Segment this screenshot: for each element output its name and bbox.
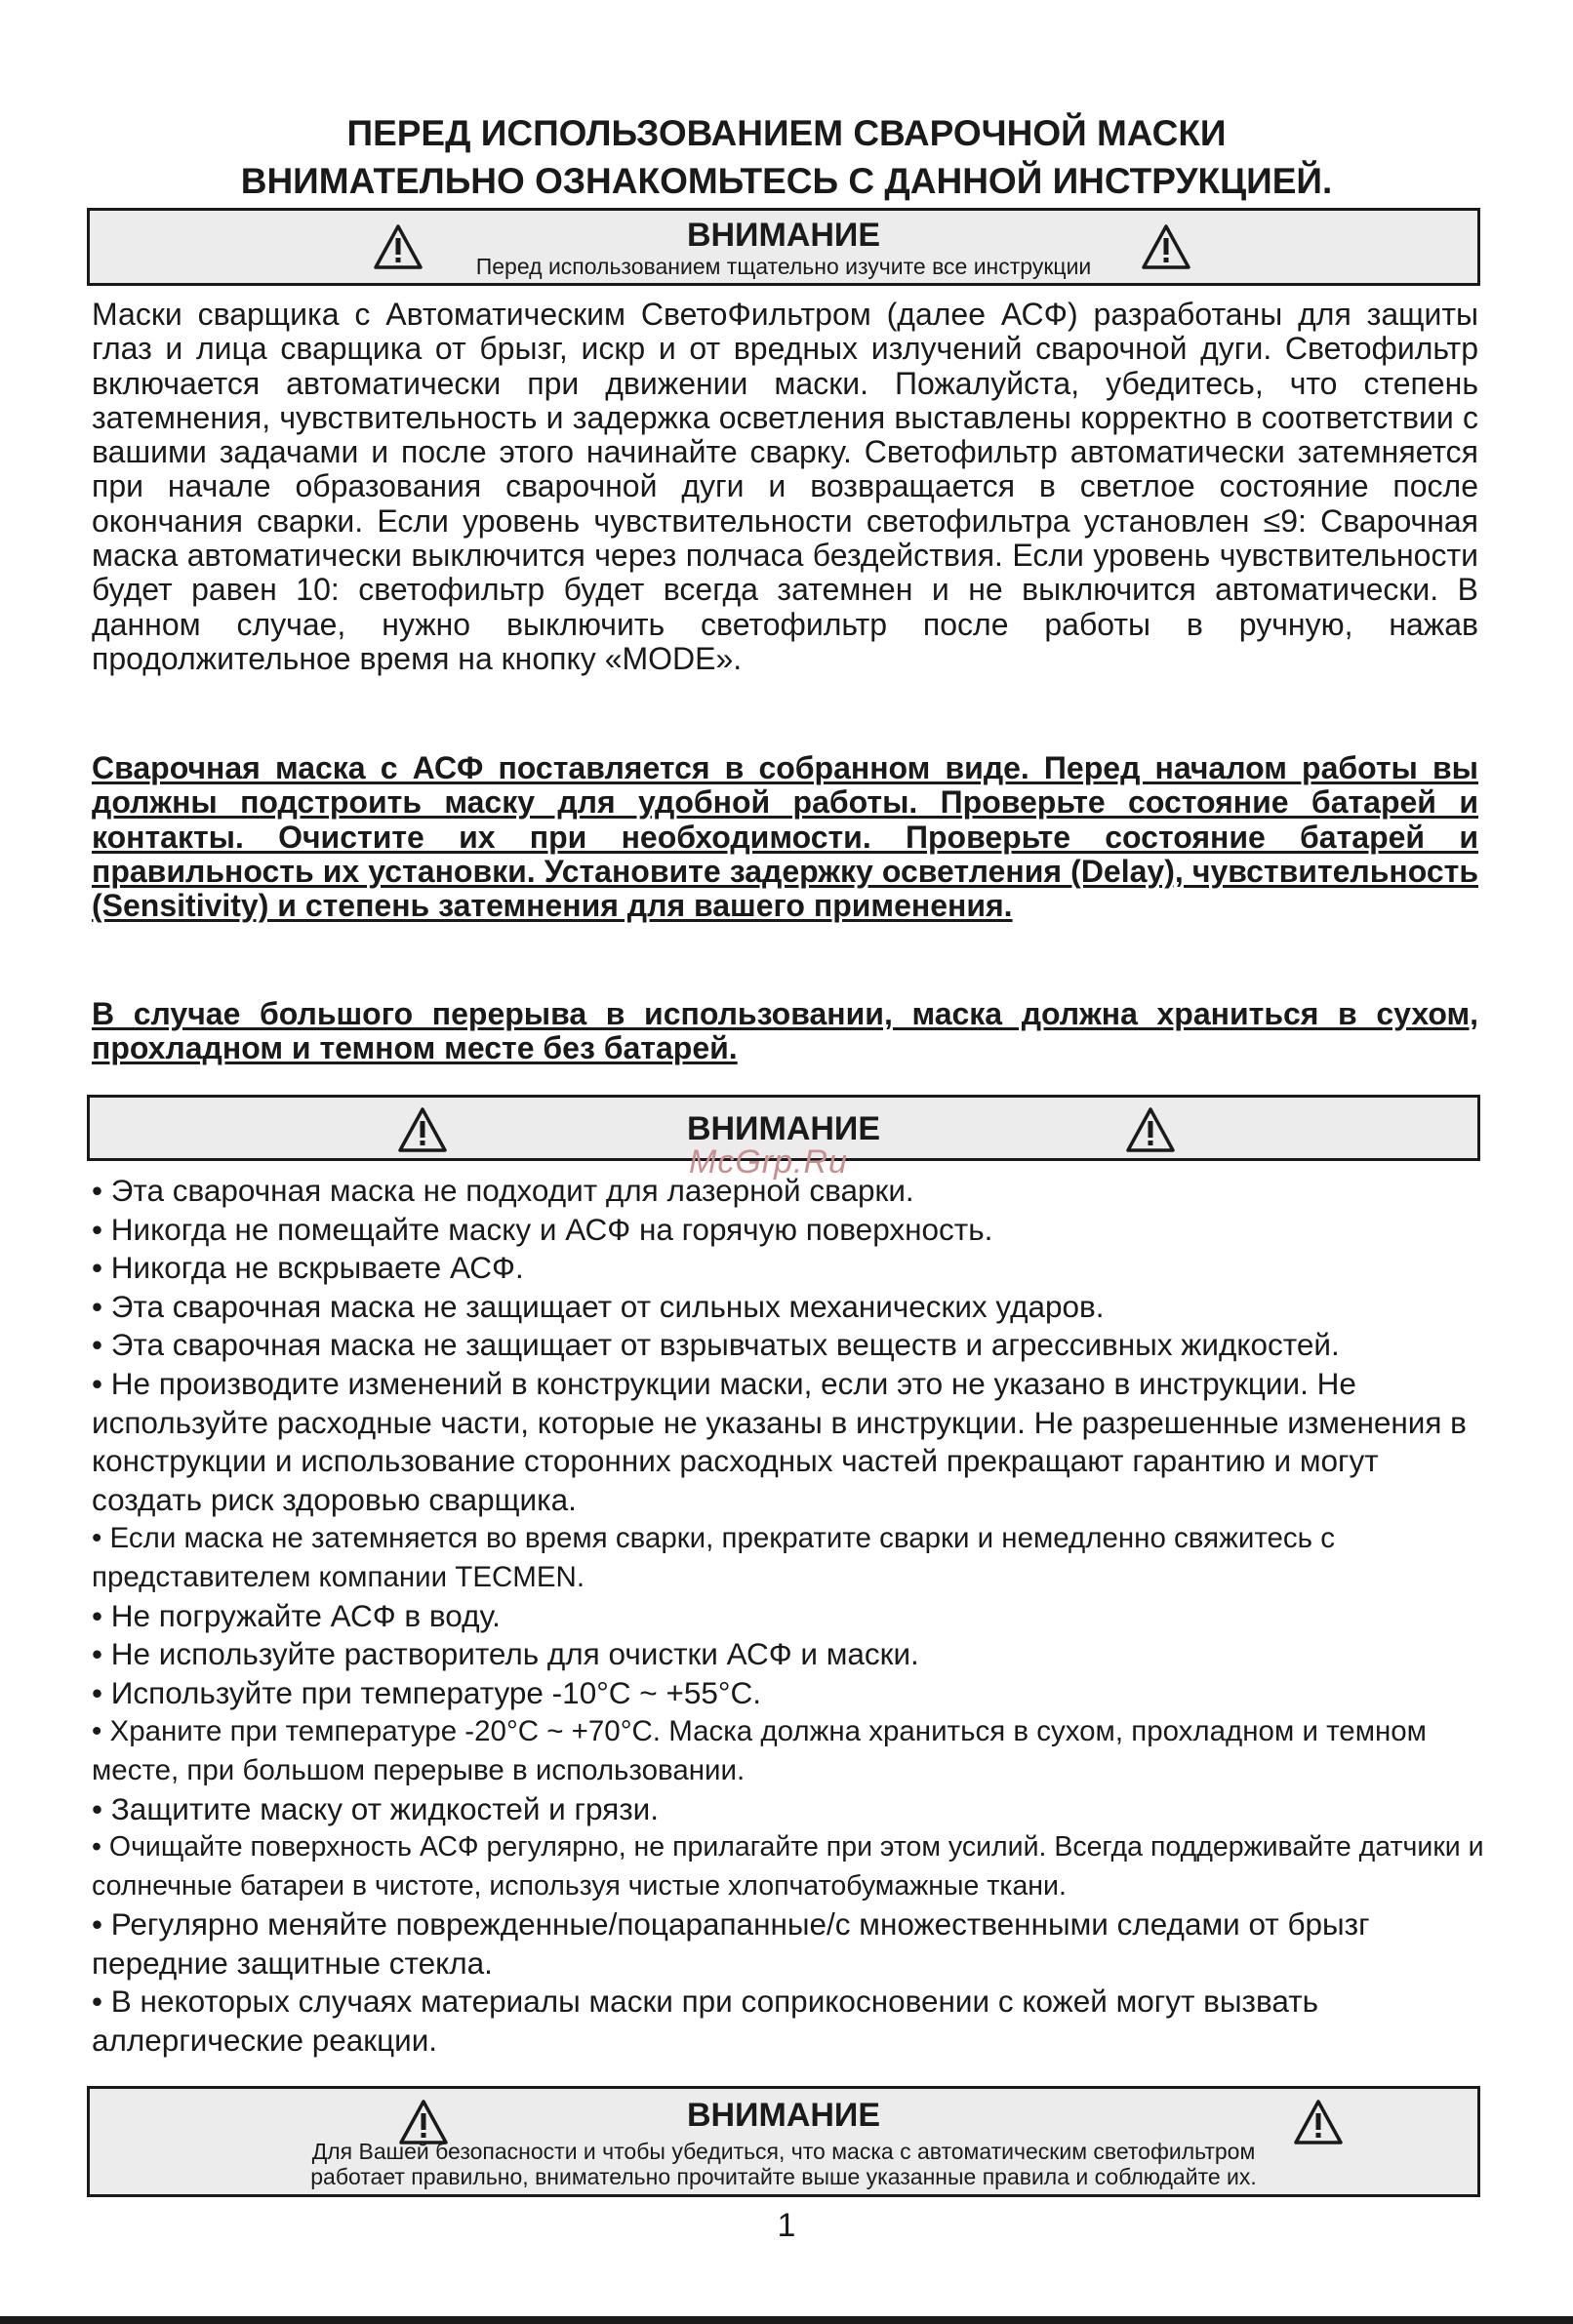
watermark: McGrp.Ru — [689, 1143, 848, 1181]
list-item: • Не используйте растворитель для очистки АСФ и маски. — [92, 1636, 919, 1672]
warning-heading: ВНИМАНИЕ — [686, 2097, 881, 2134]
list-item: • Защитите маску от жидкостей и грязи. — [92, 1790, 660, 1826]
page-title — [93, 109, 1480, 205]
list-item: • Используйте при температуре -10°C ~ +55°C. — [92, 1674, 761, 1710]
warning-box-top — [87, 208, 1480, 286]
list-item: • Очищайте поверхность АСФ регулярно, не прилагайте при этом усилий. Всегда поддерживайте датчики и солнечные батареи в чистоте, используя чистые хлопчатобумажные ткани. — [92, 1831, 1484, 1902]
list-item: • Храните при температуре -20°C ~ +70°C. Маска должна храниться в сухом, прохладном и темном месте, при большом перерыве в использовании. — [92, 1715, 1427, 1786]
warning-text-line-2: работает правильно, внимательно прочитайте выше указанные правила и соблюдайте их. — [310, 2164, 1257, 2189]
list-item: • В некоторых случаях материалы маски при соприкосновении с кожей могут вызвать аллергические реакции. — [92, 1983, 1319, 2059]
intro-paragraph: Маски сварщика с Автоматическим СветоФильтром (далее АСФ) разработаны для защиты глаз и лица сварщика от брызг, искр и от вредных излучений сварочной дуги. Светофильтр включается автоматически при движении маски. Пожалуйста, убедитесь, что степень затемнения, чувствительность и задержка осветления выставлены корректно в соответствии с вашими задачами и после этого начинайте сварку. Светофильтр автоматически затемняется при начале образования сварочной дуги и возвращается в светлое состояние после окончания сварки. Если уровень чувствительности светофильтра установлен ≤9: Сварочная маска автоматически выключится через полчаса бездействия. Если уровень чувствительности будет равен 10: светофильтр будет всегда затемнен и не выключится автоматически. В данном случае, нужно выключить светофильтр после работы в ручную, нажав продолжительное время на кнопку «MODE». — [92, 297, 1478, 676]
warning-text-line-1: Для Вашей безопасности и чтобы убедиться, что маска с автоматическим светофильтром — [311, 2139, 1256, 2164]
list-item: • Никогда не вскрываете АСФ. — [92, 1250, 524, 1286]
warning-box-bottom — [87, 2086, 1480, 2197]
list-item: • Эта сварочная маска не защищает от сильных механических ударов. — [92, 1288, 1105, 1324]
warning-triangle-icon — [1125, 1106, 1176, 1153]
warning-heading: ВНИМАНИЕ — [686, 217, 881, 254]
list-item: • Регулярно меняйте поврежденные/поцарапанные/с множественными следами от брызг передние защитные стекла. — [92, 1906, 1370, 1981]
title-line-2: ВНИМАТЕЛЬНО ОЗНАКОМЬТЕСЬ С ДАННОЙ ИНСТРУКЦИЕЙ. — [240, 161, 1333, 201]
list-item: • Если маска не затемняется во время сварки, прекратите сварки и немедленно свяжитесь с представителем компании TECMEN. — [92, 1522, 1335, 1593]
assembly-notice: Сварочная маска с АСФ поставляется в собранном виде. Перед началом работы вы должны подстроить маску для удобной работы. Проверьте состояние батарей и контакты. Очистите их при необходимости. Проверьте состояние батарей и правильность их установки. Установите задержку осветления (Delay), чувствительность (Sensitivity) и степень затемнения для вашего применения. — [92, 750, 1478, 924]
title-line-1: ПЕРЕД ИСПОЛЬЗОВАНИЕМ СВАРОЧНОЙ МАСКИ — [346, 113, 1227, 153]
page-number: 1 — [777, 2207, 796, 2244]
list-item: • Эта сварочная маска не подходит для лазерной сварки. — [92, 1173, 914, 1208]
warning-text: Перед использованием тщательно изучите все инструкции — [475, 254, 1092, 279]
list-item: • Не погружайте АСФ в воду. — [92, 1597, 501, 1633]
bottom-divider — [0, 2316, 1573, 2324]
warning-triangle-icon — [1293, 2099, 1344, 2145]
list-item: • Никогда не помещайте маску и АСФ на горячую поверхность. — [92, 1211, 993, 1247]
list-item: • Эта сварочная маска не защищает от взрывчатых веществ и агрессивных жидкостей. — [92, 1327, 1340, 1363]
warning-triangle-icon — [1141, 223, 1191, 270]
storage-notice: В случае большого перерыва в использовании, маска должна храниться в сухом, прохладном и темном месте без батарей. — [92, 996, 1478, 1066]
safety-rules-list — [92, 1172, 1487, 2061]
list-item: • Не производите изменений в конструкции маски, если это не указано в инструкции. Не используйте расходные части, которые не указаны в инструкции. Не разрешенные изменения в конструкции и использование сторонних расходных частей прекращают гарантию и могут создать риск здоровью сварщика. — [92, 1365, 1467, 1517]
warning-heading: ВНИМАНИЕ — [686, 1110, 881, 1147]
